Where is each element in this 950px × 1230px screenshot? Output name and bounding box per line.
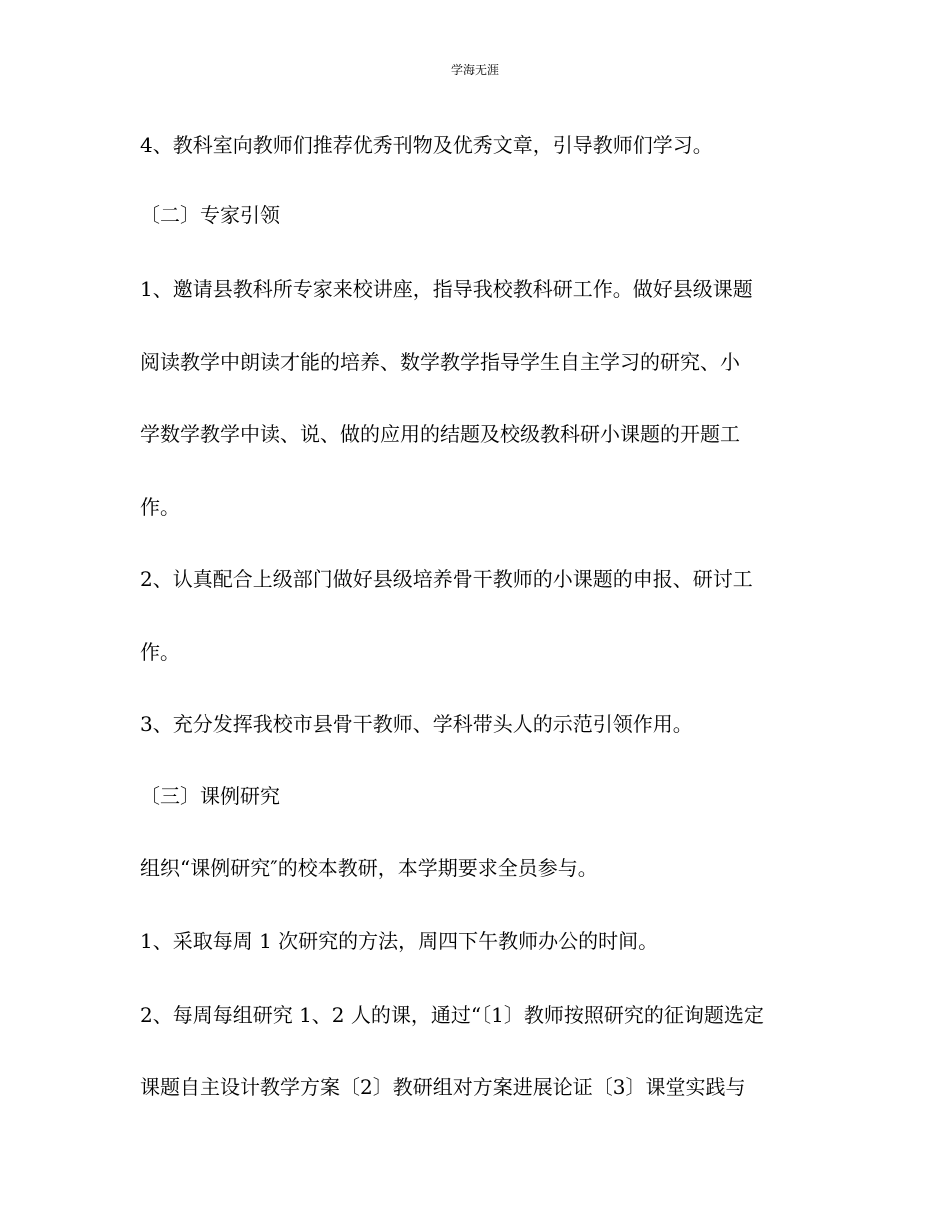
text-line: 3、充分发挥我校市县骨干教师、学科带头人的示范引领作用。 — [140, 712, 693, 736]
text-line: 1、邀请县教科所专家来校讲座，指导我校教科研工作。做好县级课题 — [140, 277, 753, 301]
text-line: 1、采取每周 1 次研究的方法，周四下午教师办公的时间。 — [140, 929, 659, 953]
text-line: 课题自主设计教学方案〔2〕教研组对方案进展论证〔3〕课堂实践与 — [140, 1075, 746, 1099]
text-line: 2、每周每组研究 1、2 人的课，通过“〔1〕教师按照研究的征询题选定 — [140, 1003, 764, 1027]
text-line: 阅读教学中朗读才能的培养、数学教学指导学生自主学习的研究、小 — [140, 350, 740, 374]
text-line: 4、教科室向教师们推荐优秀刊物及优秀文章，引导教师们学习。 — [140, 133, 713, 157]
text-line: 作。 — [140, 640, 180, 664]
text-line: 组织“课例研究″的校本教研，本学期要求全员参与。 — [140, 856, 598, 880]
text-line: 2、认真配合上级部门做好县级培养骨干教师的小课题的申报、研讨工 — [140, 567, 753, 591]
section-heading: 〔三〕课例研究 — [140, 784, 280, 808]
text-line: 作。 — [140, 495, 180, 519]
text-line: 学数学教学中读、说、做的应用的结题及校级教科研小课题的开题工 — [140, 422, 740, 446]
section-heading: 〔二〕专家引领 — [140, 203, 280, 227]
page-header: 学海无涯 — [450, 63, 499, 77]
